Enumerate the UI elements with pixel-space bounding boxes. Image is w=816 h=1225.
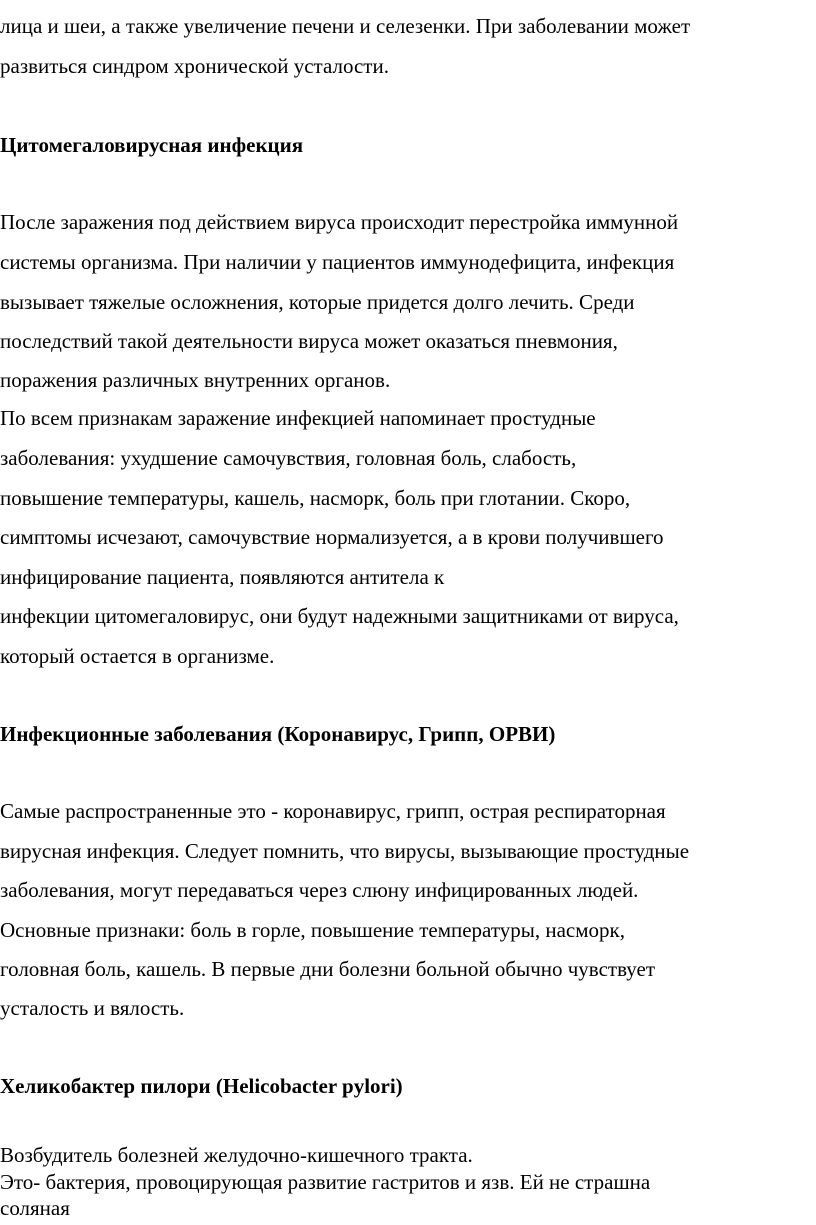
paragraph-line: заболевания, могут передаваться через слюну инфицированных людей. (0, 878, 639, 902)
paragraph-line: инфекции цитомегаловирус, они будут надежными защитниками от вируса, (0, 604, 679, 628)
paragraph-line: После заражения под действием вируса происходит перестройка иммунной (0, 210, 679, 234)
paragraph-line: Возбудитель болезней желудочно-кишечного тракта. (0, 1143, 473, 1167)
paragraph-line: Самые распространенные это - коронавирус, грипп, острая респираторная (0, 799, 666, 823)
paragraph-line: последствий такой деятельности вируса может оказаться пневмония, (0, 329, 618, 353)
paragraph-line: усталость и вялость. (0, 996, 185, 1020)
section-heading-infectious-diseases: Инфекционные заболевания (Коронавирус, Грипп, ОРВИ) (0, 722, 556, 746)
paragraph-line: развиться синдром хронической усталости. (0, 54, 389, 78)
paragraph-line: системы организма. При наличии у пациентов иммунодефицита, инфекция (0, 250, 675, 274)
paragraph-line: головная боль, кашель. В первые дни болезни больной обычно чувствует (0, 957, 656, 981)
paragraph-line: который остается в организме. (0, 644, 275, 668)
paragraph-line: вирусная инфекция. Следует помнить, что вирусы, вызывающие простудные (0, 839, 690, 863)
paragraph-line: повышение температуры, кашель, насморк, боль при глотании. Скоро, (0, 486, 631, 510)
paragraph-line: лица и шеи, а также увеличение печени и селезенки. При заболевании может (0, 14, 691, 38)
paragraph-line: соляная (0, 1196, 70, 1220)
paragraph-line: вызывает тяжелые осложнения, которые придется долго лечить. Среди (0, 290, 635, 314)
paragraph-line: заболевания: ухудшение самочувствия, головная боль, слабость, (0, 446, 577, 470)
paragraph-line: инфицирование пациента, появляются антитела к (0, 565, 445, 589)
paragraph-line: поражения различных внутренних органов. (0, 368, 391, 392)
paragraph-line: По всем признакам заражение инфекцией напоминает простудные (0, 406, 596, 430)
paragraph-line: Основные признаки: боль в горле, повышение температуры, насморк, (0, 918, 625, 942)
section-heading-cytomegalovirus: Цитомегаловирусная инфекция (0, 133, 304, 157)
section-heading-helicobacter: Хеликобактер пилори (Helicobacter pylori) (0, 1074, 403, 1098)
paragraph-line: Это- бактерия, провоцирующая развитие гастритов и язв. Ей не страшна (0, 1170, 651, 1194)
paragraph-line: симптомы исчезают, самочувствие нормализуется, а в крови получившего (0, 525, 664, 549)
